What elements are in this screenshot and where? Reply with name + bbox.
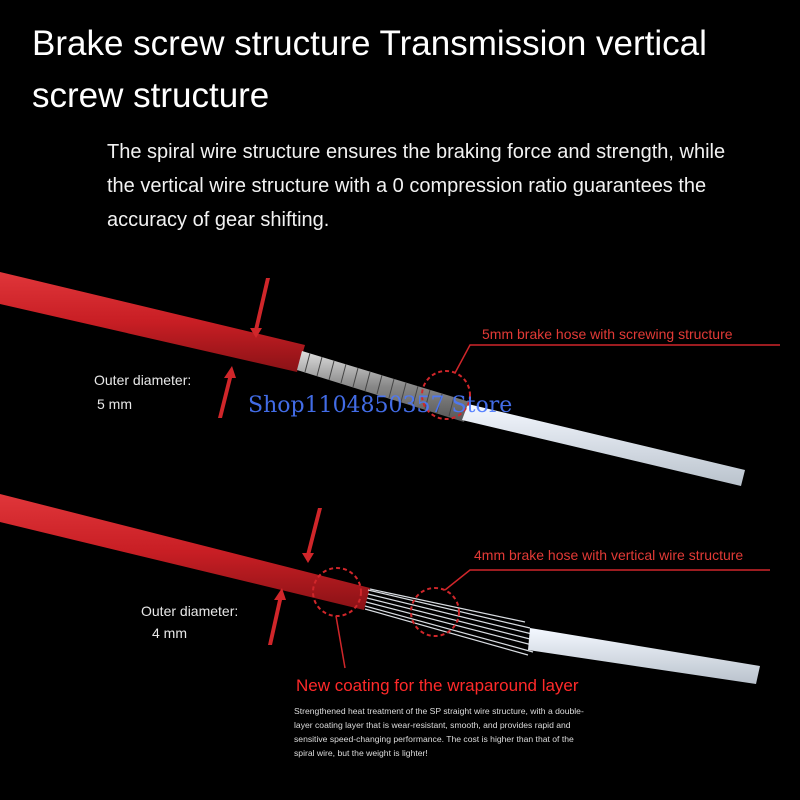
top-callout-leader xyxy=(455,345,780,373)
top-arrow-lower-head xyxy=(224,366,236,378)
bottom-arrow-lower xyxy=(268,600,282,645)
store-watermark: Shop1104850357 Store xyxy=(248,393,513,418)
bottom-coating-leader xyxy=(336,616,345,668)
bottom-arrow-upper xyxy=(306,508,322,555)
bottom-outer-diameter-value: 4 mm xyxy=(152,625,187,641)
intro-text: The spiral wire structure ensures the braking force and strength, while the vertical wire structure with a 0 compression ratio guarantees the accuracy of gear shifting. xyxy=(107,141,726,231)
bottom-callout-label: 4mm brake hose with vertical wire structure xyxy=(474,547,744,563)
coating-description: Strengthened heat treatment of the SP straight wire structure, with a double-layer coating layer that is wear-resistant, smooth, and provides rapid and sensitive speed-changing performance. The cost is higher than that of the spiral wire, but the weight is lighter! xyxy=(294,706,584,758)
coating-heading: New coating for the wraparound layer xyxy=(296,676,579,695)
bottom-outer-diameter-label: Outer diameter: xyxy=(141,603,239,619)
bottom-cable xyxy=(0,494,770,684)
bottom-vertical-wires xyxy=(365,589,536,655)
bottom-red-hose xyxy=(0,494,370,610)
top-arrow-lower xyxy=(218,378,232,418)
page-title: Brake screw structure Transmission vertical screw structure xyxy=(32,24,707,115)
top-callout-label: 5mm brake hose with screwing structure xyxy=(482,326,733,342)
bottom-arrow-upper-head xyxy=(302,553,314,563)
bottom-callout-leader xyxy=(445,570,770,590)
top-arrow-upper xyxy=(254,278,270,330)
top-outer-diameter-label: Outer diameter: xyxy=(94,372,192,388)
top-outer-diameter-value: 5 mm xyxy=(97,396,132,412)
